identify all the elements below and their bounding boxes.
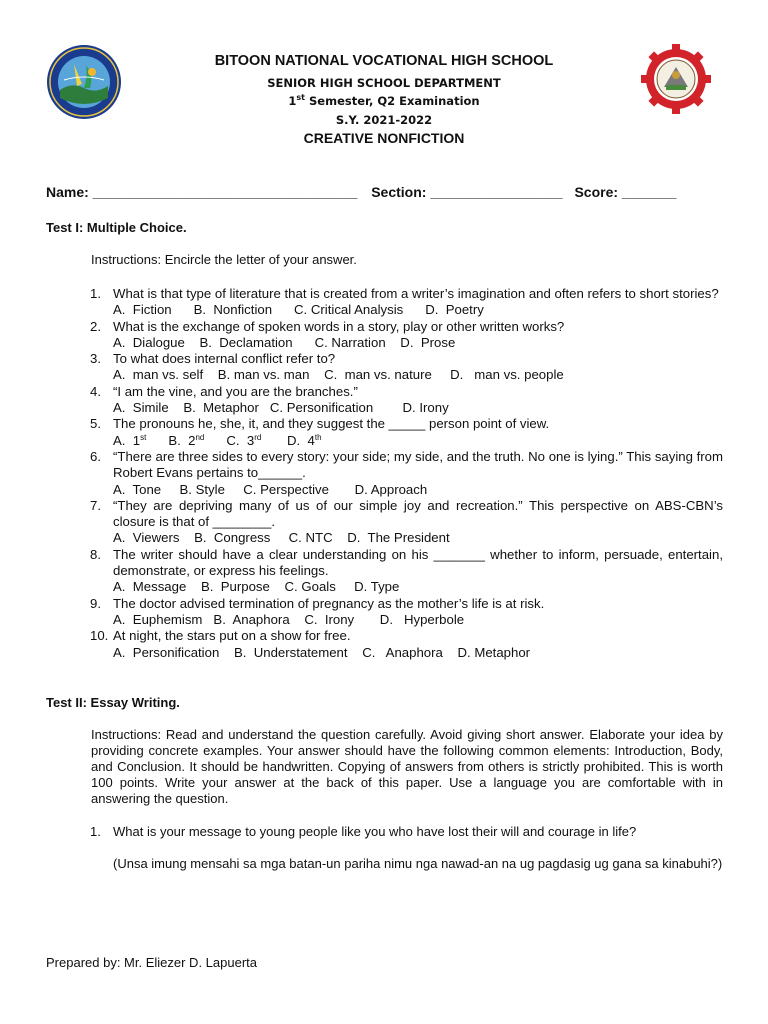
answer-choices[interactable] <box>113 433 723 449</box>
student-info-line <box>46 184 726 200</box>
essay-question <box>91 824 723 872</box>
question-text: The pronouns he, she, it, and they suggest the _____ person point of view. <box>113 416 550 432</box>
question-number: 1. <box>90 286 101 301</box>
question-number: 6. <box>90 448 101 464</box>
school-year: S.Y. 2021-2022 <box>335 113 433 127</box>
question-number: 3. <box>90 351 101 367</box>
test2-title: Test II: Essay Writing. <box>46 695 180 710</box>
question-item <box>91 416 723 449</box>
name-field[interactable]: Name: __________________________________ <box>46 184 358 200</box>
question-item <box>91 628 723 661</box>
question-item <box>91 449 723 498</box>
test1-instructions: Instructions: Encircle the letter of your answer. <box>91 252 357 267</box>
semester-number: 1 <box>288 94 297 108</box>
question-text: The doctor advised termination of pregnancy as the mother’s life is at risk. <box>113 595 545 611</box>
school-name: BITOON NATIONAL VOCATIONAL HIGH SCHOOL <box>214 53 554 69</box>
question-number: 7. <box>90 497 101 513</box>
question-item <box>91 286 723 319</box>
subject-title: CREATIVE NONFICTION <box>303 130 465 146</box>
department-name: SENIOR HIGH SCHOOL DEPARTMENT <box>267 76 501 90</box>
choice-b[interactable]: B. 2 <box>146 432 196 448</box>
section-field[interactable]: Section: _________________ <box>371 184 563 200</box>
essay-question-number: 1. <box>90 824 101 839</box>
essay-question-item <box>91 824 723 872</box>
semester-suffix: st <box>296 93 306 102</box>
question-number: 5. <box>90 416 101 432</box>
question-item <box>91 498 723 547</box>
semester-line <box>0 94 768 108</box>
test1-title: Test I: Multiple Choice. <box>46 220 187 235</box>
question-text: “They are depriving many of us of our simple joy and recreation.” This perspective on ABS-CBN’s closure is that of ________. <box>113 497 723 530</box>
question-text: What is that type of literature that is created from a writer’s imagination and often refers to short stories? <box>113 286 719 301</box>
question-text: The writer should have a clear understanding on his _______ whether to inform, persuade, entertain, demonstrate, or express his feelings. <box>113 546 723 579</box>
question-text: At night, the stars put on a show for free. <box>113 628 351 644</box>
answer-choices[interactable]: A. Personification B. Understatement C. Anaphora D. Metaphor <box>113 644 531 660</box>
score-field[interactable]: Score: _______ <box>574 184 677 200</box>
question-item <box>91 384 723 417</box>
semester-rest: Semester, Q2 Examination <box>305 94 480 108</box>
question-list <box>91 286 723 661</box>
answer-choices[interactable]: A. man vs. self B. man vs. man C. man vs. nature D. man vs. people <box>113 367 564 383</box>
answer-choices[interactable]: A. Simile B. Metaphor C. Personification D. Irony <box>113 400 449 416</box>
prepared-by: Prepared by: Mr. Eliezer D. Lapuerta <box>46 955 257 970</box>
choice-a[interactable]: A. 1 <box>113 432 141 448</box>
question-item <box>91 547 723 596</box>
choice-b-suffix: nd <box>195 432 205 442</box>
choice-c-suffix: rd <box>254 432 262 442</box>
answer-choices[interactable]: A. Fiction B. Nonfiction C. Critical Analysis D. Poetry <box>113 302 484 318</box>
essay-question-translation: (Unsa imung mensahi sa mga batan-un pariha nimu nga nawad-an na ug pagdasig ug gana sa kinabuhi?) <box>113 856 723 871</box>
essay-question-text: What is your message to young people like you who have lost their will and courage in life? <box>113 824 637 839</box>
question-item <box>91 596 723 629</box>
question-number: 4. <box>90 383 101 399</box>
choice-d[interactable]: D. 4 <box>261 432 315 448</box>
question-item <box>91 351 723 384</box>
question-text: “I am the vine, and you are the branches.” <box>113 383 358 399</box>
question-text: What is the exchange of spoken words in a story, play or other written works? <box>113 318 565 334</box>
answer-choices[interactable]: A. Message B. Purpose C. Goals D. Type <box>113 579 400 595</box>
question-text: To what does internal conflict refer to? <box>113 351 336 367</box>
question-number: 2. <box>90 318 101 334</box>
question-number: 9. <box>90 595 101 611</box>
choice-d-suffix: th <box>314 432 322 442</box>
answer-choices[interactable]: A. Dialogue B. Declamation C. Narration D. Prose <box>113 334 456 350</box>
question-number: 10. <box>90 628 109 644</box>
answer-choices[interactable]: A. Viewers B. Congress C. NTC D. The President <box>113 530 450 546</box>
choice-c[interactable]: C. 3 <box>204 432 255 448</box>
question-text: “There are three sides to every story: your side; my side, and the truth. No one is lying.” This saying from Robert Evans pertains to______. <box>113 448 723 481</box>
question-item <box>91 319 723 352</box>
question-number: 8. <box>90 546 101 562</box>
choice-a-suffix: st <box>140 432 147 442</box>
test2-instructions: Instructions: Read and understand the question carefully. Avoid giving short answer. Elaborate your idea by providing concrete examples. Your answer should have the following common elements: Introduction, Body, and Conclusion. It should be handwritten. Copying of answers from others is strictly prohibited. This is worth 100 points. Write your answer at the back of this paper. Use a language you are comfortable with in answering the question. <box>91 727 723 806</box>
answer-choices[interactable]: A. Tone B. Style C. Perspective D. Approach <box>113 481 428 497</box>
answer-choices[interactable]: A. Euphemism B. Anaphora C. Irony D. Hyperbole <box>113 611 465 627</box>
